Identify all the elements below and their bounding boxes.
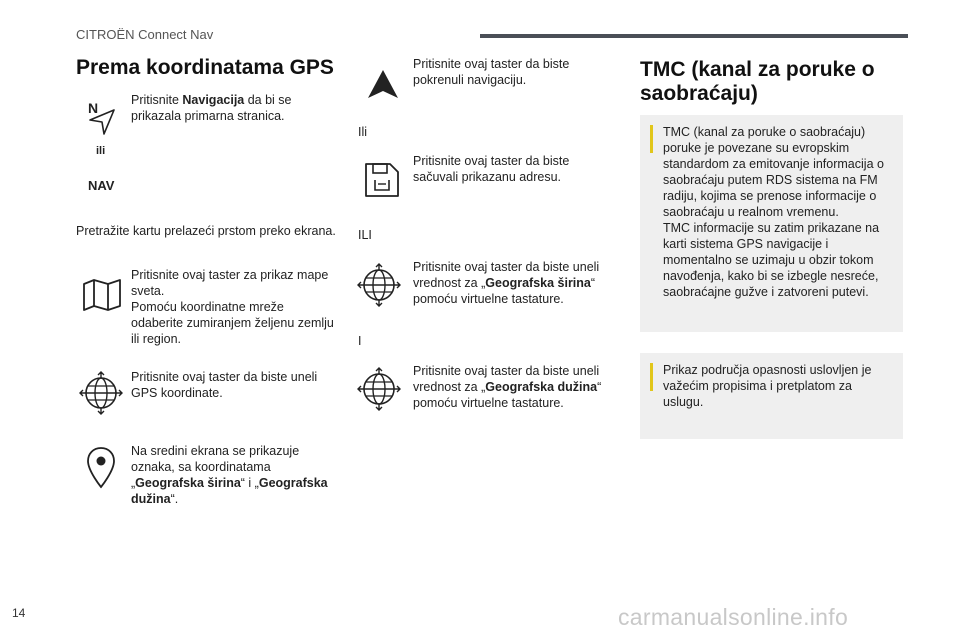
hazard-info-note <box>640 353 903 439</box>
world-map-icon <box>80 272 124 316</box>
latitude-globe-icon <box>356 262 402 308</box>
ili-label-2: Ili <box>358 125 368 139</box>
compass-north-letter: N <box>88 100 99 116</box>
section-heading-gps: Prema koordinatama GPS <box>76 56 334 79</box>
navigacija-instruction: Pritisnite Navigacija da bi se prikazala primarna stranica. <box>131 93 292 123</box>
i-label: I <box>358 334 362 348</box>
location-marker-icon <box>84 445 118 491</box>
watermark: carmanualsonline.info <box>618 604 849 630</box>
page-number: 14 <box>12 606 26 620</box>
nav-label: NAV <box>88 178 115 193</box>
gps-coordinates-globe-icon <box>78 370 124 416</box>
ili-label-3: ILI <box>358 228 372 242</box>
note-accent-bar <box>650 125 653 153</box>
section-heading-tmc: TMC (kanal za poruke o saobraćaju) <box>640 58 875 105</box>
longitude-globe-icon <box>356 366 402 412</box>
ili-label: ili <box>96 145 106 157</box>
note-accent-bar-2 <box>650 363 653 391</box>
hazard-note-text: Prikaz područja opasnosti uslovljen je važećim propisima i pretplatom za uslugu. <box>663 363 872 409</box>
tmc-info-note <box>640 115 903 332</box>
start-navigation-instruction: Pritisnite ovaj taster da biste pokrenuli navigaciju. <box>413 57 570 87</box>
marker-description: Na sredini ekrana se prikazuje oznaka, sa koordinatama „Geografska širina“ i „Geografska dužina“. <box>131 444 328 506</box>
longitude-instruction: Pritisnite ovaj taster da biste uneli vrednost za „Geografska dužina“ pomoću virtuelne tastature. <box>413 364 602 410</box>
save-address-instruction: Pritisnite ovaj taster da biste sačuvali prikazanu adresu. <box>413 154 570 184</box>
save-address-icon <box>362 160 402 200</box>
latitude-instruction: Pritisnite ovaj taster da biste uneli vrednost za „Geografska širina“ pomoću virtuelne tastature. <box>413 260 600 306</box>
gps-instruction: Pritisnite ovaj taster da biste uneli GPS koordinate. <box>131 370 318 400</box>
navigation-compass-icon <box>82 98 122 138</box>
running-header: CITROËN Connect Nav <box>76 27 214 42</box>
header-rule <box>480 34 908 38</box>
map-instruction: Pritisnite ovaj taster za prikaz mape sveta. Pomoću koordinatne mreže odaberite zumiranjem željenu zemlju ili region. <box>131 268 334 346</box>
search-map-text: Pretražite kartu prelazeći prstom preko ekrana. <box>76 224 336 238</box>
tmc-note-text: TMC (kanal za poruke o saobraćaju) poruke je povezane su evropskim standardom za emitovanje informacija o saobraćaju putem RDS sistema na FM radiju, kojima se prenose informacije o saobraćaju u realnom vremenu. TMC informacije su zatim prikazane na karti sistema GPS navigacije i momentalno se uzimaju u obzir tokom navođenja, kako bi se izbegle nesreće, saobraćajne gužve i zatvoreni putevi. <box>663 125 884 299</box>
start-navigation-arrow-icon <box>362 66 404 102</box>
